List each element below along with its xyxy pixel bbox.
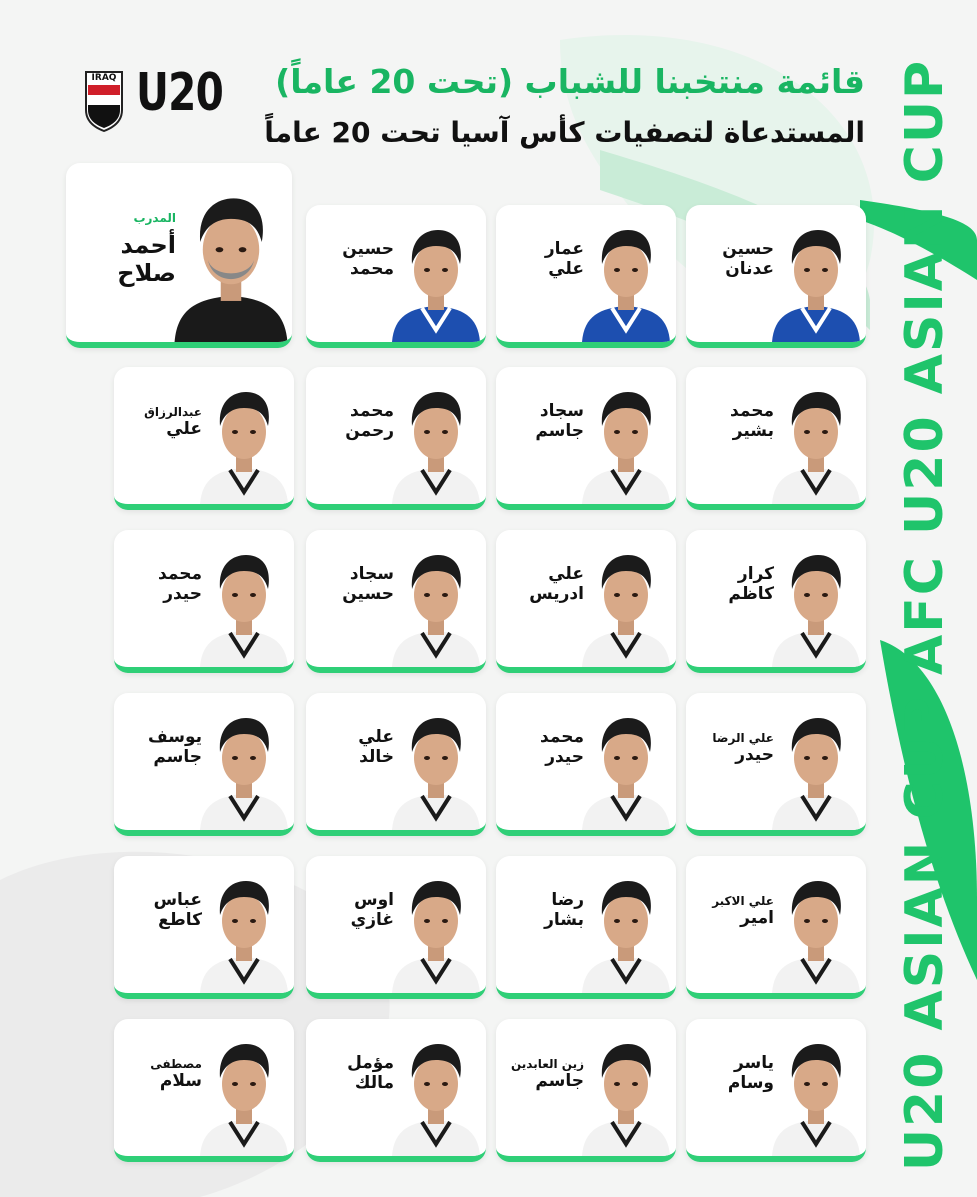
player-card bbox=[114, 367, 294, 510]
player-card bbox=[686, 530, 866, 673]
player-card bbox=[686, 205, 866, 348]
player-name bbox=[696, 239, 774, 279]
player-first-name: محمد bbox=[540, 727, 584, 747]
player-card bbox=[306, 693, 486, 836]
player-card bbox=[496, 367, 676, 510]
player-last-name: وسام bbox=[727, 1073, 774, 1094]
player-name bbox=[316, 1053, 394, 1093]
player-last-name: كاطع bbox=[158, 910, 202, 931]
player-card bbox=[306, 856, 486, 999]
player-last-name: حسين bbox=[342, 584, 394, 605]
player-first-name: حسين bbox=[722, 239, 774, 259]
player-photo-icon bbox=[770, 374, 862, 504]
player-photo-icon bbox=[770, 212, 862, 342]
player-last-name: حيدر bbox=[163, 584, 202, 605]
player-name bbox=[696, 1053, 774, 1093]
player-photo-icon bbox=[770, 1026, 862, 1156]
player-first-name: حسين bbox=[342, 239, 394, 259]
player-last-name: سلام bbox=[159, 1071, 202, 1092]
player-name bbox=[506, 564, 584, 604]
coach-card bbox=[66, 163, 292, 348]
player-card bbox=[114, 530, 294, 673]
player-last-name: خالد bbox=[359, 747, 394, 768]
player-last-name: علي bbox=[166, 419, 202, 440]
player-name bbox=[696, 731, 774, 765]
player-photo-icon bbox=[770, 537, 862, 667]
player-name bbox=[316, 401, 394, 441]
player-last-name: جاسم bbox=[153, 747, 202, 768]
player-card bbox=[686, 1019, 866, 1162]
player-last-name: حيدر bbox=[735, 745, 774, 766]
player-first-name: عباس bbox=[153, 890, 202, 910]
player-name bbox=[506, 1057, 584, 1091]
player-name bbox=[316, 890, 394, 930]
player-last-name: بشار bbox=[544, 910, 584, 931]
player-first-name: علي الاكبر bbox=[712, 894, 774, 908]
player-card bbox=[114, 693, 294, 836]
player-last-name: جاسم bbox=[535, 421, 584, 442]
player-last-name: رحمن bbox=[345, 421, 394, 442]
player-card bbox=[686, 693, 866, 836]
player-photo-icon bbox=[580, 374, 672, 504]
player-photo-icon bbox=[580, 863, 672, 993]
player-card bbox=[306, 530, 486, 673]
player-card bbox=[496, 205, 676, 348]
player-first-name: عمار bbox=[544, 239, 584, 259]
player-card bbox=[686, 856, 866, 999]
player-first-name: محمد bbox=[158, 564, 202, 584]
player-card bbox=[496, 530, 676, 673]
player-name bbox=[506, 401, 584, 441]
player-last-name: عدنان bbox=[725, 259, 774, 280]
player-last-name: علي bbox=[548, 259, 584, 280]
player-name bbox=[124, 890, 202, 930]
player-photo-icon bbox=[390, 374, 482, 504]
player-last-name: بشير bbox=[732, 421, 774, 442]
player-name bbox=[506, 890, 584, 930]
player-last-name: حيدر bbox=[545, 747, 584, 768]
player-last-name: كاظم bbox=[728, 584, 774, 605]
player-photo-icon bbox=[770, 700, 862, 830]
coach-last-name: صلاح bbox=[117, 259, 176, 288]
player-photo-icon bbox=[580, 537, 672, 667]
header bbox=[0, 0, 977, 165]
player-card bbox=[306, 367, 486, 510]
page-subtitle: المستدعاة لتصفيات كأس آسيا تحت 20 عاماً bbox=[264, 116, 865, 149]
player-first-name: عبدالرزاق bbox=[144, 405, 202, 419]
player-name bbox=[506, 239, 584, 279]
player-photo-icon bbox=[580, 700, 672, 830]
player-card bbox=[496, 1019, 676, 1162]
player-name bbox=[124, 1057, 202, 1091]
player-first-name: رضا bbox=[551, 890, 584, 910]
player-first-name: كرار bbox=[737, 564, 774, 584]
player-first-name: سجاد bbox=[349, 564, 394, 584]
player-name bbox=[316, 564, 394, 604]
u20-badge: U20 bbox=[136, 63, 224, 123]
side-watermark-text: U20 ASIAN CUP AFC U20 ASIAN CUP bbox=[895, 58, 955, 1172]
player-photo-icon bbox=[390, 863, 482, 993]
player-name bbox=[124, 727, 202, 767]
player-first-name: محمد bbox=[730, 401, 774, 421]
player-card bbox=[686, 367, 866, 510]
player-card bbox=[496, 693, 676, 836]
player-card bbox=[306, 205, 486, 348]
player-photo-icon bbox=[198, 1026, 290, 1156]
player-photo-icon bbox=[390, 1026, 482, 1156]
player-card bbox=[114, 856, 294, 999]
player-first-name: علي bbox=[548, 564, 584, 584]
player-photo-icon bbox=[770, 863, 862, 993]
player-photo-icon bbox=[390, 537, 482, 667]
player-name bbox=[316, 727, 394, 767]
player-photo-icon bbox=[198, 537, 290, 667]
player-photo-icon bbox=[580, 212, 672, 342]
player-first-name: مصطفى bbox=[150, 1057, 202, 1071]
player-last-name: جاسم bbox=[535, 1071, 584, 1092]
player-photo-icon bbox=[390, 212, 482, 342]
player-card bbox=[306, 1019, 486, 1162]
coach-name bbox=[76, 211, 176, 288]
player-photo-icon bbox=[390, 700, 482, 830]
player-first-name: اوس bbox=[354, 890, 394, 910]
player-last-name: غازي bbox=[350, 910, 394, 931]
player-first-name: زين العابدين bbox=[510, 1057, 584, 1071]
player-name bbox=[124, 564, 202, 604]
player-last-name: محمد bbox=[350, 259, 394, 280]
player-first-name: يوسف bbox=[147, 727, 202, 747]
player-name bbox=[696, 401, 774, 441]
player-first-name: سجاد bbox=[539, 401, 584, 421]
player-card bbox=[496, 856, 676, 999]
player-name bbox=[696, 894, 774, 928]
player-card bbox=[114, 1019, 294, 1162]
player-name bbox=[696, 564, 774, 604]
player-first-name: علي الرضا bbox=[712, 731, 774, 745]
player-photo-icon bbox=[198, 700, 290, 830]
player-name bbox=[124, 405, 202, 439]
player-last-name: مالك bbox=[354, 1073, 394, 1094]
player-last-name: ادريس bbox=[529, 584, 584, 605]
coach-photo-icon bbox=[172, 167, 290, 342]
coach-role: المدرب bbox=[133, 211, 176, 225]
player-name bbox=[316, 239, 394, 279]
logo-text: IRAQ bbox=[91, 73, 117, 83]
player-last-name: امير bbox=[740, 908, 774, 929]
player-photo-icon bbox=[198, 863, 290, 993]
player-first-name: مؤمل bbox=[347, 1053, 394, 1073]
page-title: قائمة منتخبنا للشباب (تحت 20 عاماً) bbox=[275, 62, 865, 101]
player-first-name: علي bbox=[358, 727, 394, 747]
player-photo-icon bbox=[580, 1026, 672, 1156]
coach-first-name: أحمد bbox=[120, 231, 176, 260]
player-first-name: ياسر bbox=[733, 1053, 774, 1073]
player-photo-icon bbox=[198, 374, 290, 504]
player-name bbox=[506, 727, 584, 767]
player-first-name: محمد bbox=[350, 401, 394, 421]
